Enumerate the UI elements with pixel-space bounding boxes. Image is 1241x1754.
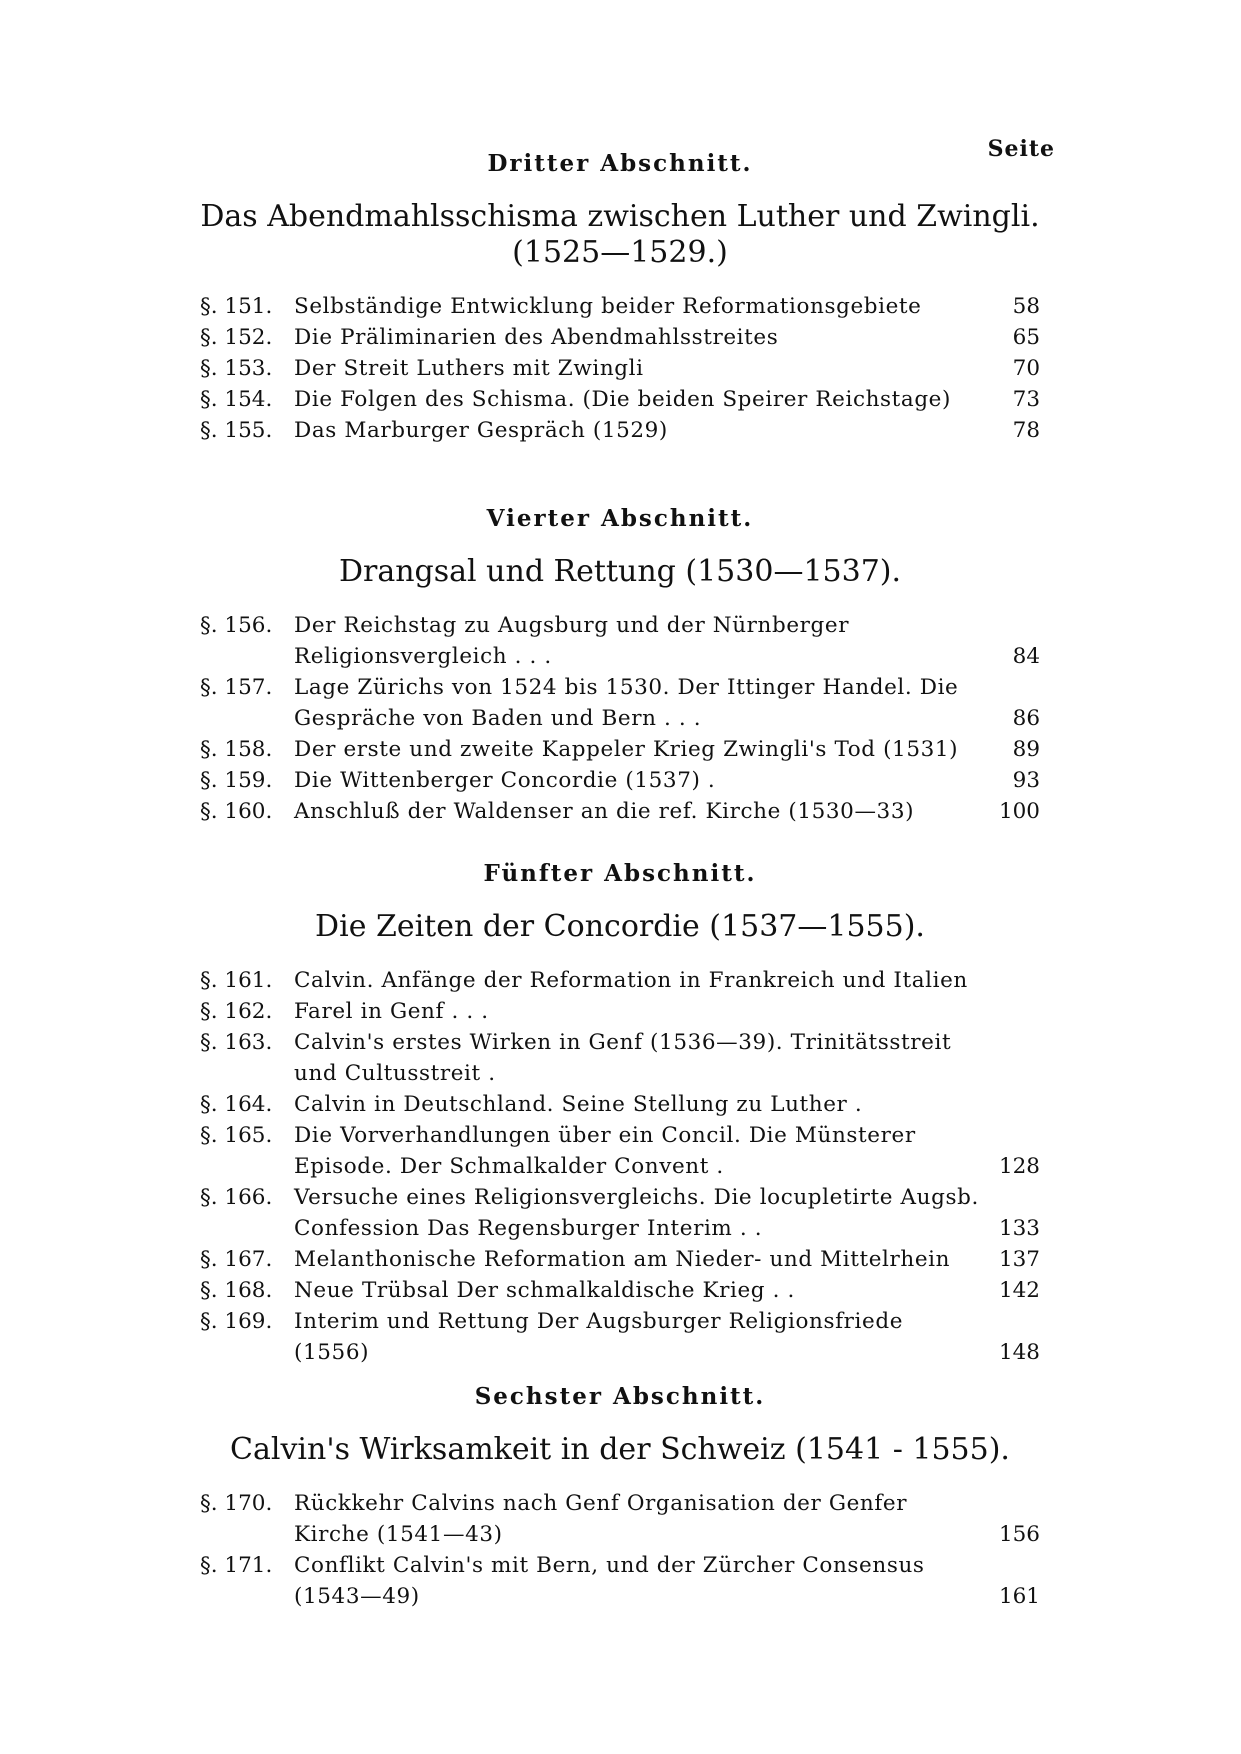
paragraph-number: §. 169. xyxy=(200,1309,273,1334)
section-title: Calvin's Wirksamkeit in der Schweiz (1541 - 1555). xyxy=(230,1432,1010,1467)
paragraph-number: §. 164. xyxy=(200,1092,273,1117)
entry-title: Interim und Rettung Der Augsburger Religionsfriede (1556) xyxy=(294,1309,904,1365)
paragraph-number: §. 155. xyxy=(200,418,273,443)
entry-title: Calvin in Deutschland. Seine Stellung zu Luther . xyxy=(294,1092,863,1117)
entry-list xyxy=(200,610,1040,827)
entry-title: Neue Trübsal Der schmalkaldische Krieg . . xyxy=(294,1278,795,1303)
entry-title: Farel in Genf . . . xyxy=(294,999,489,1024)
section-label: Dritter Abschnitt. xyxy=(487,150,753,177)
paragraph-number: §. 166. xyxy=(200,1185,273,1210)
page-number: 89 xyxy=(1012,737,1040,762)
entry-title: Selbständige Entwicklung beider Reformationsgebiete xyxy=(294,294,922,319)
toc-entry xyxy=(200,353,1040,384)
paragraph-number: §. 151. xyxy=(200,294,273,319)
paragraph-number: §. 170. xyxy=(200,1491,273,1516)
toc-entry xyxy=(200,1275,1040,1306)
section-label: Vierter Abschnitt. xyxy=(486,505,754,532)
entry-title: Die Wittenberger Concordie (1537) . xyxy=(294,768,716,793)
toc-entry xyxy=(200,1244,1040,1275)
entry-title: Anschluß der Waldenser an die ref. Kirche (1530—33) xyxy=(294,799,915,824)
entry-title: Die Präliminarien des Abendmahlsstreites xyxy=(294,325,779,350)
paragraph-number: §. 168. xyxy=(200,1278,273,1303)
entry-title: Calvin. Anfänge der Reformation in Frankreich und Italien xyxy=(294,968,968,993)
page-number: 78 xyxy=(1012,418,1040,443)
entry-title: Conflikt Calvin's mit Bern, und der Zürcher Consensus (1543—49) xyxy=(294,1553,925,1609)
toc-entry xyxy=(200,1089,1040,1120)
page-number: 142 xyxy=(998,1278,1040,1303)
toc-entry xyxy=(200,291,1040,322)
entry-title: Der erste und zweite Kappeler Krieg Zwingli's Tod (1531) xyxy=(294,737,959,762)
page-number: 100 xyxy=(998,799,1040,824)
page-number: 133 xyxy=(998,1216,1040,1241)
toc-entry xyxy=(200,672,1040,734)
toc-entry xyxy=(200,415,1040,446)
section-vierter xyxy=(200,505,1040,827)
page-number: 58 xyxy=(1012,294,1040,319)
entry-title: Versuche eines Religionsvergleichs. Die locupletirte Augsb. Confession Das Regensburger Interim . . xyxy=(294,1185,979,1241)
entry-title: Calvin's erstes Wirken in Genf (1536—39). Trinitätsstreit und Cultusstreit . xyxy=(294,1030,952,1086)
entry-title: Das Marburger Gespräch (1529) xyxy=(294,418,668,443)
entry-title: Die Vorverhandlungen über ein Concil. Die Münsterer Episode. Der Schmalkalder Convent . xyxy=(294,1123,916,1179)
section-title: Drangsal und Rettung (1530—1537). xyxy=(338,554,902,589)
toc-entry xyxy=(200,1182,1040,1244)
entry-title: Der Reichstag zu Augsburg und der Nürnberger Religionsvergleich . . . xyxy=(294,613,850,669)
entry-title: Melanthonische Reformation am Nieder- und Mittelrhein xyxy=(294,1247,951,1272)
entry-list xyxy=(200,965,1040,1368)
page-column-header: Seite xyxy=(987,136,1055,162)
toc-entry xyxy=(200,765,1040,796)
paragraph-number: §. 153. xyxy=(200,356,273,381)
paragraph-number: §. 159. xyxy=(200,768,273,793)
section-dritter xyxy=(200,150,1040,446)
paragraph-number: §. 163. xyxy=(200,1030,273,1055)
toc-entry xyxy=(200,965,1040,996)
paragraph-number: §. 154. xyxy=(200,387,273,412)
page-number: 137 xyxy=(998,1247,1040,1272)
page-number: 93 xyxy=(1012,768,1040,793)
paragraph-number: §. 156. xyxy=(200,613,273,638)
paragraph-number: §. 171. xyxy=(200,1553,273,1578)
paragraph-number: §. 158. xyxy=(200,737,273,762)
entry-title: Lage Zürichs von 1524 bis 1530. Der Ittinger Handel. Die Gespräche von Baden und Bern . . . xyxy=(294,675,959,731)
toc-entry xyxy=(200,610,1040,672)
page-number: 156 xyxy=(998,1522,1040,1547)
toc-entry xyxy=(200,734,1040,765)
toc-entry xyxy=(200,1027,1040,1089)
toc-entry xyxy=(200,1550,1040,1612)
paragraph-number: §. 160. xyxy=(200,799,273,824)
page-number: 86 xyxy=(1012,706,1040,731)
paragraph-number: §. 167. xyxy=(200,1247,273,1272)
section-title: Das Abendmahlsschisma zwischen Luther und Zwingli. xyxy=(200,199,1040,234)
entry-title: Rückkehr Calvins nach Genf Organisation der Genfer Kirche (1541—43) xyxy=(294,1491,908,1547)
toc-entry xyxy=(200,384,1040,415)
page-number: 70 xyxy=(1012,356,1040,381)
toc-entry xyxy=(200,1306,1040,1368)
paragraph-number: §. 165. xyxy=(200,1123,273,1148)
page-number: 65 xyxy=(1012,325,1040,350)
section-title: Die Zeiten der Concordie (1537—1555). xyxy=(315,909,925,944)
page-number: 128 xyxy=(998,1154,1040,1179)
page-number: 161 xyxy=(998,1584,1040,1609)
section-sechster xyxy=(200,1383,1040,1612)
entry-list xyxy=(200,291,1040,446)
toc-entry xyxy=(200,322,1040,353)
toc-entry xyxy=(200,1488,1040,1550)
paragraph-number: §. 162. xyxy=(200,999,273,1024)
paragraph-number: §. 161. xyxy=(200,968,273,993)
section-label: Sechster Abschnitt. xyxy=(474,1383,766,1410)
section-fuenfter xyxy=(200,860,1040,1368)
entry-title: Die Folgen des Schisma. (Die beiden Speirer Reichstage) xyxy=(294,387,951,412)
toc-entry xyxy=(200,1120,1040,1182)
section-dates: (1525—1529.) xyxy=(512,235,728,270)
section-label: Fünfter Abschnitt. xyxy=(483,860,757,887)
toc-entry xyxy=(200,796,1040,827)
toc-entry xyxy=(200,996,1040,1027)
paragraph-number: §. 157. xyxy=(200,675,273,700)
page-number: 148 xyxy=(998,1340,1040,1365)
page-number: 73 xyxy=(1012,387,1040,412)
entry-title: Der Streit Luthers mit Zwingli xyxy=(294,356,644,381)
paragraph-number: §. 152. xyxy=(200,325,273,350)
entry-list xyxy=(200,1488,1040,1612)
page-number: 84 xyxy=(1012,644,1040,669)
